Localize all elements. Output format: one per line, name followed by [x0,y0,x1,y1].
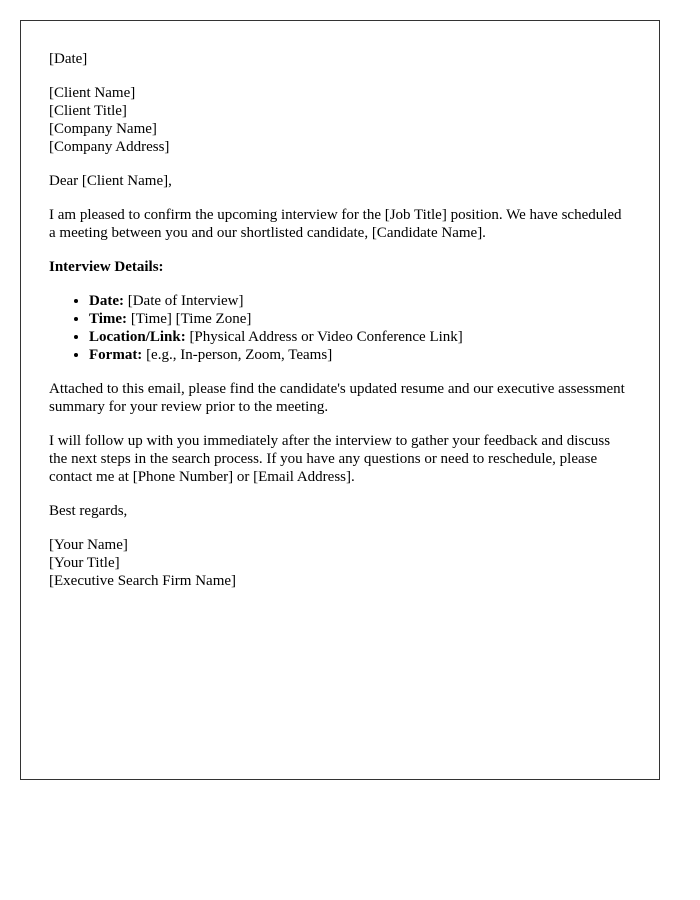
intro-paragraph: I am pleased to confirm the upcoming interview for the [Job Title] position. We have scheduled a meeting between you and our shortlisted candidate, [Candidate Name]. [49,207,622,241]
detail-label: Location/Link: [89,329,186,345]
interview-details-heading: Interview Details: [49,259,164,275]
follow-up-paragraph: I will follow up with you immediately after the interview to gather your feedback and discuss the next steps in the search process. If you have any questions or need to reschedule, please contact me at [Phone Number] or [Email Address]. [49,433,611,485]
signature-name: [Your Name] [49,537,128,553]
detail-item-date [89,292,631,310]
detail-label: Time: [89,311,128,327]
detail-value: [Date of Interview] [123,293,244,309]
detail-item-time [89,310,631,328]
detail-value: [Physical Address or Video Conference Link] [185,329,463,345]
detail-value: [e.g., In-person, Zoom, Teams] [142,347,333,363]
recipient-address: [Company Address] [49,139,170,155]
recipient-company: [Company Name] [49,121,157,137]
interview-details-list [49,292,631,364]
closing: Best regards, [49,503,128,519]
signature-title: [Your Title] [49,555,120,571]
detail-label: Date: [89,293,124,309]
detail-label: Format: [89,347,143,363]
salutation: Dear [Client Name], [49,173,172,189]
detail-item-location [89,328,631,346]
detail-value: [Time] [Time Zone] [127,311,252,327]
attachment-paragraph: Attached to this email, please find the candidate's updated resume and our executive assessment summary for your review prior to the meeting. [49,381,625,415]
letter-date: [Date] [49,51,88,67]
letter-page [20,20,660,780]
recipient-block [49,84,631,156]
detail-item-format [89,346,631,364]
recipient-title: [Client Title] [49,103,127,119]
signature-block [49,536,631,590]
signature-firm: [Executive Search Firm Name] [49,573,237,589]
recipient-name: [Client Name] [49,85,136,101]
